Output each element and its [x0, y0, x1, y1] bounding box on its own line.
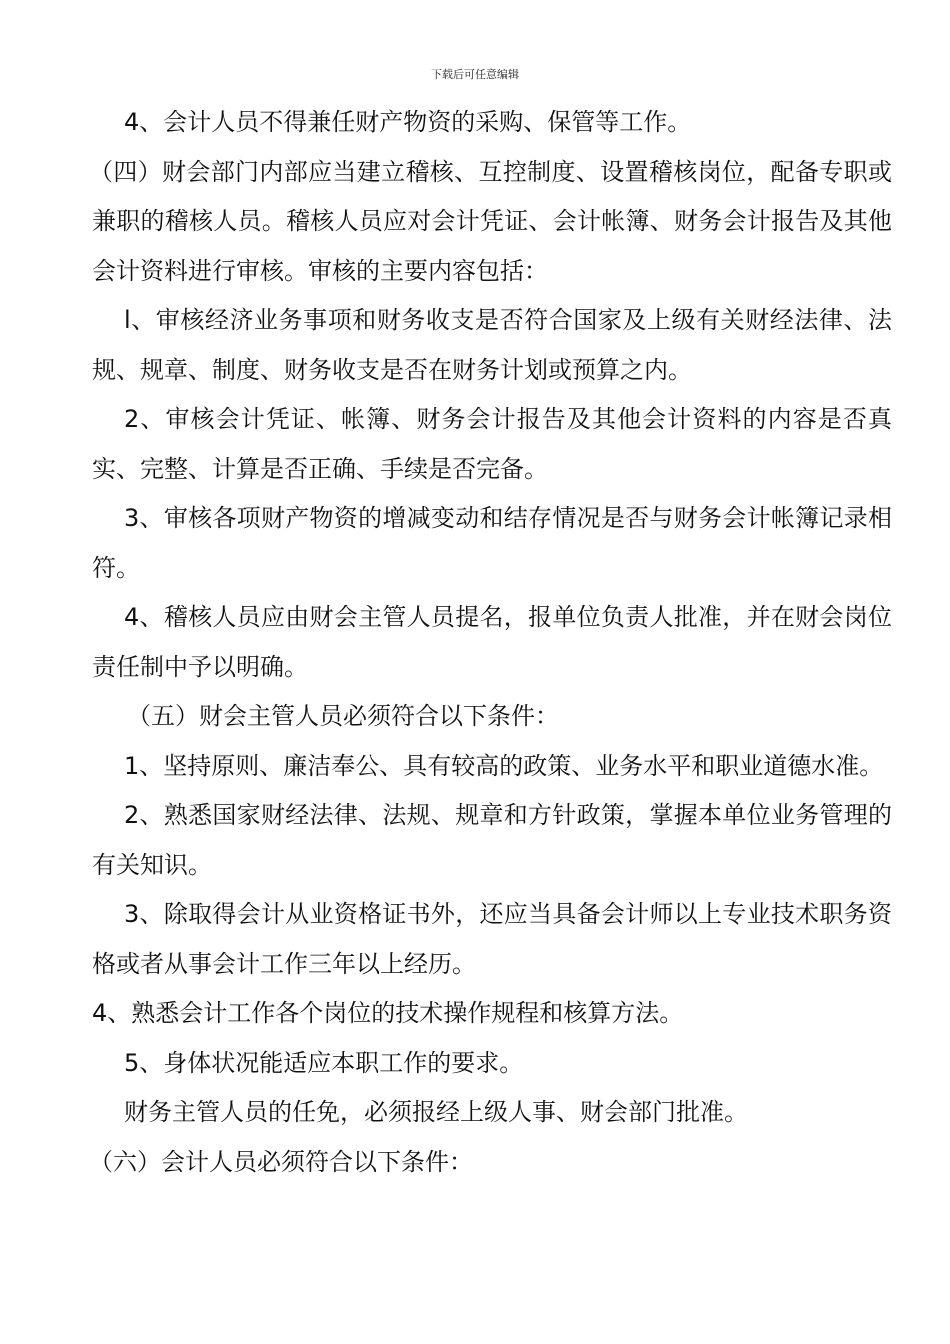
paragraph-appointment-approval: 财务主管人员的任免，必须报经上级人事、财会部门批准。 — [124, 1098, 748, 1126]
paragraph-condition-3: 3、除取得会计从业资格证书外，还应当具备会计师以上专业技术职务资格或者从事会计工作三年以上经历。 — [92, 900, 892, 978]
paragraph-section-4-audit-system: （四）财会部门内部应当建立稽核、互控制度、设置稽核岗位，配备专职或兼职的稽核人员。稽核人员应对会计凭证、会计帐簿、财务会计报告及其他会计资料进行审核。审核的主要内容包括： — [89, 157, 892, 285]
paragraph-audit-item-1: l、审核经济业务事项和财务收支是否符合国家及上级有关财经法律、法规、规章、制度、财务收支是否在财务计划或预算之内。 — [92, 306, 892, 384]
paragraph-condition-5: 5、身体状况能适应本职工作的要求。 — [124, 1048, 524, 1077]
paragraph-condition-4: 4、熟悉会计工作各个岗位的技术操作规程和核算方法。 — [92, 999, 684, 1027]
paragraph-condition-2: 2、熟悉国家财经法律、法规、规章和方针政策，掌握本单位业务管理的有关知识。 — [92, 801, 892, 879]
page-header-note: 下载后可任意编辑 — [431, 68, 519, 81]
paragraph-audit-item-4: 4、稽核人员应由财会主管人员提名，报单位负责人批准，并在财会岗位责任制中予以明确。 — [92, 603, 892, 681]
paragraph-audit-item-2: 2、审核会计凭证、帐簿、财务会计报告及其他会计资料的内容是否真实、完整、计算是否正确、手续是否完备。 — [92, 405, 892, 483]
paragraph-section-6-accountant-conditions: （六）会计人员必须符合以下条件： — [89, 1147, 473, 1176]
paragraph-audit-item-3: 3、审核各项财产物资的增减变动和结存情况是否与财务会计帐簿记录相符。 — [92, 504, 892, 582]
paragraph-section-5-supervisor-conditions: （五）财会主管人员必须符合以下条件： — [127, 702, 559, 730]
paragraph-item-4-no-purchasing: 4、会计人员不得兼任财产物资的采购、保管等工作。 — [124, 108, 692, 136]
paragraph-condition-1: 1、坚持原则、廉洁奉公、具有较高的政策、业务水平和职业道德水准。 — [124, 751, 884, 780]
document-body — [89, 98, 892, 1187]
